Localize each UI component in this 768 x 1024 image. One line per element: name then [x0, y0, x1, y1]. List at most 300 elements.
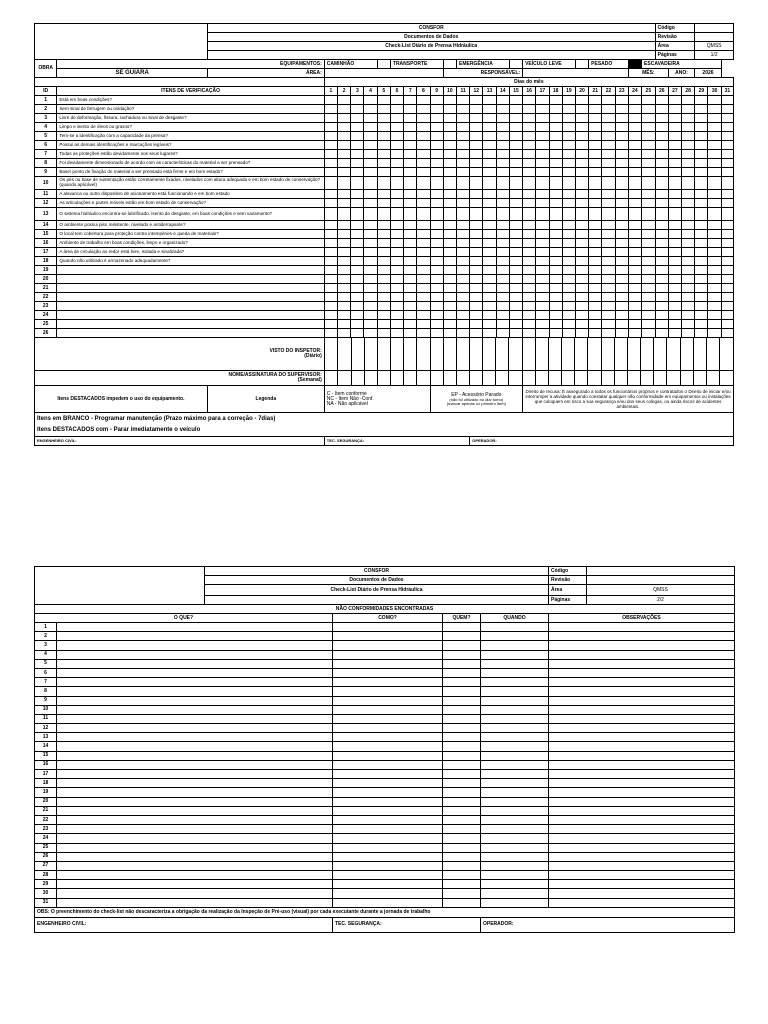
day-check-cell[interactable] — [562, 132, 575, 141]
day-check-cell[interactable] — [324, 141, 337, 150]
signature-day-cell[interactable] — [509, 371, 522, 385]
day-check-cell[interactable] — [536, 199, 549, 208]
day-check-cell[interactable] — [443, 221, 456, 230]
day-check-cell[interactable] — [721, 190, 733, 199]
day-check-cell[interactable] — [708, 248, 721, 257]
nc-obs-cell[interactable] — [549, 843, 735, 852]
day-check-cell[interactable] — [470, 96, 483, 105]
nc-quem-cell[interactable] — [443, 705, 481, 714]
day-check-cell[interactable] — [655, 320, 668, 329]
area-field[interactable] — [324, 69, 443, 78]
day-check-cell[interactable] — [682, 221, 695, 230]
day-check-cell[interactable] — [523, 190, 536, 199]
day-check-cell[interactable] — [509, 114, 522, 123]
day-check-cell[interactable] — [575, 311, 588, 320]
day-check-cell[interactable] — [668, 190, 681, 199]
day-check-cell[interactable] — [470, 105, 483, 114]
day-check-cell[interactable] — [589, 221, 602, 230]
day-check-cell[interactable] — [695, 329, 708, 338]
day-check-cell[interactable] — [417, 311, 430, 320]
day-check-cell[interactable] — [695, 177, 708, 190]
day-check-cell[interactable] — [338, 150, 351, 159]
day-check-cell[interactable] — [338, 284, 351, 293]
day-check-cell[interactable] — [615, 132, 628, 141]
day-check-cell[interactable] — [351, 199, 364, 208]
day-check-cell[interactable] — [417, 284, 430, 293]
day-check-cell[interactable] — [655, 311, 668, 320]
day-check-cell[interactable] — [655, 302, 668, 311]
day-check-cell[interactable] — [509, 293, 522, 302]
nc-como-cell[interactable] — [333, 724, 443, 733]
nc-como-cell[interactable] — [333, 751, 443, 760]
day-check-cell[interactable] — [708, 105, 721, 114]
day-check-cell[interactable] — [443, 275, 456, 284]
day-check-cell[interactable] — [483, 168, 496, 177]
day-check-cell[interactable] — [377, 150, 390, 159]
day-check-cell[interactable] — [628, 329, 641, 338]
day-check-cell[interactable] — [324, 123, 337, 132]
day-check-cell[interactable] — [443, 302, 456, 311]
day-check-cell[interactable] — [496, 293, 509, 302]
day-check-cell[interactable] — [575, 159, 588, 168]
signature-day-cell[interactable] — [364, 338, 377, 370]
signature-day-cell[interactable] — [325, 338, 338, 370]
nc-obs-cell[interactable] — [549, 623, 735, 632]
day-check-cell[interactable] — [324, 311, 337, 320]
nc-quem-cell[interactable] — [443, 852, 481, 861]
day-check-cell[interactable] — [682, 320, 695, 329]
day-check-cell[interactable] — [483, 159, 496, 168]
day-check-cell[interactable] — [404, 199, 417, 208]
day-check-cell[interactable] — [575, 96, 588, 105]
day-check-cell[interactable] — [456, 311, 469, 320]
day-check-cell[interactable] — [642, 329, 656, 338]
day-check-cell[interactable] — [456, 230, 469, 239]
day-check-cell[interactable] — [377, 159, 390, 168]
day-check-cell[interactable] — [682, 199, 695, 208]
day-check-cell[interactable] — [589, 248, 602, 257]
day-check-cell[interactable] — [324, 159, 337, 168]
day-check-cell[interactable] — [562, 302, 575, 311]
signature-day-cell[interactable] — [548, 338, 561, 370]
day-check-cell[interactable] — [615, 177, 628, 190]
day-check-cell[interactable] — [390, 105, 403, 114]
nc-quando-cell[interactable] — [481, 641, 549, 650]
day-check-cell[interactable] — [456, 275, 469, 284]
day-check-cell[interactable] — [721, 302, 733, 311]
nc-obs-cell[interactable] — [549, 724, 735, 733]
day-check-cell[interactable] — [721, 257, 733, 266]
day-check-cell[interactable] — [682, 177, 695, 190]
day-check-cell[interactable] — [483, 239, 496, 248]
day-check-cell[interactable] — [682, 208, 695, 221]
day-check-cell[interactable] — [602, 114, 615, 123]
signature-day-cell[interactable] — [522, 371, 535, 385]
day-check-cell[interactable] — [390, 96, 403, 105]
day-check-cell[interactable] — [562, 150, 575, 159]
nc-como-cell[interactable] — [333, 714, 443, 723]
day-check-cell[interactable] — [364, 141, 377, 150]
day-check-cell[interactable] — [338, 132, 351, 141]
day-check-cell[interactable] — [509, 105, 522, 114]
nc-quem-cell[interactable] — [443, 724, 481, 733]
day-check-cell[interactable] — [615, 311, 628, 320]
day-check-cell[interactable] — [364, 239, 377, 248]
day-check-cell[interactable] — [496, 275, 509, 284]
nc-quando-cell[interactable] — [481, 678, 549, 687]
day-check-cell[interactable] — [642, 284, 656, 293]
nc-obs-cell[interactable] — [549, 834, 735, 843]
day-check-cell[interactable] — [708, 159, 721, 168]
nc-quem-cell[interactable] — [443, 668, 481, 677]
day-check-cell[interactable] — [351, 266, 364, 275]
nc-obs-cell[interactable] — [549, 714, 735, 723]
nc-oque-cell[interactable] — [57, 696, 333, 705]
day-check-cell[interactable] — [496, 199, 509, 208]
day-check-cell[interactable] — [404, 221, 417, 230]
signature-day-cell[interactable] — [338, 371, 351, 385]
day-check-cell[interactable] — [708, 266, 721, 275]
day-check-cell[interactable] — [575, 150, 588, 159]
day-check-cell[interactable] — [549, 150, 562, 159]
day-check-cell[interactable] — [695, 114, 708, 123]
signature-day-cell[interactable] — [496, 371, 509, 385]
signature-day-cell[interactable] — [719, 338, 733, 370]
day-check-cell[interactable] — [509, 257, 522, 266]
day-check-cell[interactable] — [628, 123, 641, 132]
day-check-cell[interactable] — [377, 123, 390, 132]
day-check-cell[interactable] — [443, 159, 456, 168]
day-check-cell[interactable] — [655, 105, 668, 114]
nc-oque-cell[interactable] — [57, 687, 333, 696]
day-check-cell[interactable] — [668, 311, 681, 320]
day-check-cell[interactable] — [628, 150, 641, 159]
day-check-cell[interactable] — [602, 123, 615, 132]
day-check-cell[interactable] — [390, 293, 403, 302]
day-check-cell[interactable] — [390, 208, 403, 221]
day-check-cell[interactable] — [364, 199, 377, 208]
signature-day-cell[interactable] — [522, 338, 535, 370]
day-check-cell[interactable] — [390, 230, 403, 239]
day-check-cell[interactable] — [536, 105, 549, 114]
day-check-cell[interactable] — [682, 329, 695, 338]
signature-day-cell[interactable] — [588, 371, 601, 385]
day-check-cell[interactable] — [443, 329, 456, 338]
day-check-cell[interactable] — [589, 208, 602, 221]
signature-day-cell[interactable] — [654, 338, 667, 370]
day-check-cell[interactable] — [628, 302, 641, 311]
day-check-cell[interactable] — [483, 190, 496, 199]
day-check-cell[interactable] — [456, 168, 469, 177]
day-check-cell[interactable] — [417, 96, 430, 105]
day-check-cell[interactable] — [404, 150, 417, 159]
signature-day-cell[interactable] — [575, 338, 588, 370]
signature-day-cell[interactable] — [404, 338, 417, 370]
day-check-cell[interactable] — [351, 302, 364, 311]
day-check-cell[interactable] — [708, 114, 721, 123]
day-check-cell[interactable] — [682, 123, 695, 132]
pesado-check-filled[interactable] — [628, 60, 641, 69]
day-check-cell[interactable] — [377, 266, 390, 275]
day-check-cell[interactable] — [695, 230, 708, 239]
day-check-cell[interactable] — [443, 150, 456, 159]
day-check-cell[interactable] — [562, 105, 575, 114]
day-check-cell[interactable] — [430, 257, 443, 266]
nc-quando-cell[interactable] — [481, 852, 549, 861]
day-check-cell[interactable] — [509, 248, 522, 257]
day-check-cell[interactable] — [668, 284, 681, 293]
day-check-cell[interactable] — [602, 302, 615, 311]
day-check-cell[interactable] — [655, 150, 668, 159]
day-check-cell[interactable] — [615, 320, 628, 329]
nc-quem-cell[interactable] — [443, 678, 481, 687]
day-check-cell[interactable] — [695, 105, 708, 114]
day-check-cell[interactable] — [575, 123, 588, 132]
day-check-cell[interactable] — [708, 168, 721, 177]
day-check-cell[interactable] — [351, 221, 364, 230]
day-check-cell[interactable] — [615, 239, 628, 248]
day-check-cell[interactable] — [483, 230, 496, 239]
signature-day-cell[interactable] — [417, 371, 430, 385]
day-check-cell[interactable] — [536, 123, 549, 132]
day-check-cell[interactable] — [642, 275, 656, 284]
nc-oque-cell[interactable] — [57, 788, 333, 797]
day-check-cell[interactable] — [549, 302, 562, 311]
day-check-cell[interactable] — [456, 221, 469, 230]
day-check-cell[interactable] — [695, 168, 708, 177]
day-check-cell[interactable] — [642, 105, 656, 114]
day-check-cell[interactable] — [589, 132, 602, 141]
nc-quem-cell[interactable] — [443, 871, 481, 880]
day-check-cell[interactable] — [642, 293, 656, 302]
day-check-cell[interactable] — [417, 168, 430, 177]
day-check-cell[interactable] — [682, 168, 695, 177]
day-check-cell[interactable] — [668, 177, 681, 190]
day-check-cell[interactable] — [642, 159, 656, 168]
day-check-cell[interactable] — [496, 257, 509, 266]
day-check-cell[interactable] — [509, 177, 522, 190]
day-check-cell[interactable] — [509, 239, 522, 248]
day-check-cell[interactable] — [575, 208, 588, 221]
day-check-cell[interactable] — [338, 302, 351, 311]
day-check-cell[interactable] — [721, 275, 733, 284]
day-check-cell[interactable] — [562, 199, 575, 208]
day-check-cell[interactable] — [456, 150, 469, 159]
day-check-cell[interactable] — [562, 190, 575, 199]
day-check-cell[interactable] — [496, 123, 509, 132]
nc-como-cell[interactable] — [333, 705, 443, 714]
day-check-cell[interactable] — [377, 96, 390, 105]
signature-day-cell[interactable] — [364, 371, 377, 385]
day-check-cell[interactable] — [351, 150, 364, 159]
equip-transporte[interactable]: TRANSPORTE — [390, 60, 443, 69]
day-check-cell[interactable] — [668, 132, 681, 141]
day-check-cell[interactable] — [549, 329, 562, 338]
nc-oque-cell[interactable] — [57, 659, 333, 668]
day-check-cell[interactable] — [602, 329, 615, 338]
day-check-cell[interactable] — [430, 248, 443, 257]
day-check-cell[interactable] — [390, 248, 403, 257]
day-check-cell[interactable] — [351, 293, 364, 302]
day-check-cell[interactable] — [470, 221, 483, 230]
day-check-cell[interactable] — [562, 141, 575, 150]
day-check-cell[interactable] — [430, 329, 443, 338]
day-check-cell[interactable] — [456, 302, 469, 311]
signature-day-cell[interactable] — [667, 338, 680, 370]
day-check-cell[interactable] — [483, 123, 496, 132]
day-check-cell[interactable] — [615, 208, 628, 221]
day-check-cell[interactable] — [443, 177, 456, 190]
day-check-cell[interactable] — [575, 284, 588, 293]
day-check-cell[interactable] — [377, 168, 390, 177]
nc-obs-cell[interactable] — [549, 742, 735, 751]
day-check-cell[interactable] — [496, 141, 509, 150]
signature-day-cell[interactable] — [719, 371, 733, 385]
nc-quem-cell[interactable] — [443, 641, 481, 650]
day-check-cell[interactable] — [668, 320, 681, 329]
nc-oque-cell[interactable] — [57, 650, 333, 659]
day-check-cell[interactable] — [470, 150, 483, 159]
day-check-cell[interactable] — [470, 311, 483, 320]
nc-obs-cell[interactable] — [549, 668, 735, 677]
day-check-cell[interactable] — [338, 114, 351, 123]
day-check-cell[interactable] — [443, 141, 456, 150]
day-check-cell[interactable] — [523, 199, 536, 208]
nc-quem-cell[interactable] — [443, 834, 481, 843]
nc-como-cell[interactable] — [333, 852, 443, 861]
signature-day-cell[interactable] — [654, 371, 667, 385]
day-check-cell[interactable] — [324, 199, 337, 208]
day-check-cell[interactable] — [575, 221, 588, 230]
day-check-cell[interactable] — [404, 275, 417, 284]
signature-day-cell[interactable] — [404, 371, 417, 385]
day-check-cell[interactable] — [324, 221, 337, 230]
nc-como-cell[interactable] — [333, 815, 443, 824]
day-check-cell[interactable] — [695, 141, 708, 150]
day-check-cell[interactable] — [682, 132, 695, 141]
day-check-cell[interactable] — [364, 190, 377, 199]
day-check-cell[interactable] — [668, 105, 681, 114]
day-check-cell[interactable] — [642, 239, 656, 248]
day-check-cell[interactable] — [602, 230, 615, 239]
day-check-cell[interactable] — [721, 284, 733, 293]
nc-oque-cell[interactable] — [57, 668, 333, 677]
day-check-cell[interactable] — [602, 248, 615, 257]
day-check-cell[interactable] — [668, 208, 681, 221]
day-check-cell[interactable] — [642, 199, 656, 208]
day-check-cell[interactable] — [470, 293, 483, 302]
day-check-cell[interactable] — [377, 141, 390, 150]
day-check-cell[interactable] — [338, 208, 351, 221]
day-check-cell[interactable] — [430, 177, 443, 190]
nc-oque-cell[interactable] — [57, 861, 333, 870]
nc-oque-cell[interactable] — [57, 834, 333, 843]
day-check-cell[interactable] — [430, 230, 443, 239]
nc-oque-cell[interactable] — [57, 797, 333, 806]
day-check-cell[interactable] — [364, 221, 377, 230]
day-check-cell[interactable] — [324, 132, 337, 141]
signature-day-cell[interactable] — [680, 338, 693, 370]
nc-oque-cell[interactable] — [57, 705, 333, 714]
signature-day-cell[interactable] — [548, 371, 561, 385]
revisao-value[interactable] — [695, 33, 734, 42]
day-check-cell[interactable] — [338, 105, 351, 114]
day-check-cell[interactable] — [324, 239, 337, 248]
day-check-cell[interactable] — [338, 141, 351, 150]
day-check-cell[interactable] — [364, 105, 377, 114]
day-check-cell[interactable] — [404, 132, 417, 141]
day-check-cell[interactable] — [615, 159, 628, 168]
day-check-cell[interactable] — [430, 311, 443, 320]
signature-day-cell[interactable] — [588, 338, 601, 370]
day-check-cell[interactable] — [390, 266, 403, 275]
day-check-cell[interactable] — [668, 221, 681, 230]
day-check-cell[interactable] — [390, 114, 403, 123]
day-check-cell[interactable] — [655, 123, 668, 132]
day-check-cell[interactable] — [628, 293, 641, 302]
day-check-cell[interactable] — [655, 190, 668, 199]
signature-day-cell[interactable] — [456, 371, 469, 385]
day-check-cell[interactable] — [338, 177, 351, 190]
day-check-cell[interactable] — [338, 239, 351, 248]
day-check-cell[interactable] — [404, 96, 417, 105]
day-check-cell[interactable] — [628, 320, 641, 329]
day-check-cell[interactable] — [589, 302, 602, 311]
day-check-cell[interactable] — [562, 320, 575, 329]
day-check-cell[interactable] — [589, 239, 602, 248]
day-check-cell[interactable] — [562, 208, 575, 221]
day-check-cell[interactable] — [695, 150, 708, 159]
day-check-cell[interactable] — [338, 329, 351, 338]
nc-oque-cell[interactable] — [57, 806, 333, 815]
day-check-cell[interactable] — [523, 208, 536, 221]
day-check-cell[interactable] — [549, 123, 562, 132]
day-check-cell[interactable] — [589, 284, 602, 293]
day-check-cell[interactable] — [483, 266, 496, 275]
signature-day-cell[interactable] — [641, 338, 654, 370]
day-check-cell[interactable] — [430, 105, 443, 114]
day-check-cell[interactable] — [721, 114, 733, 123]
nc-quem-cell[interactable] — [443, 714, 481, 723]
nc-como-cell[interactable] — [333, 834, 443, 843]
day-check-cell[interactable] — [655, 257, 668, 266]
nc-obs-cell[interactable] — [549, 733, 735, 742]
day-check-cell[interactable] — [549, 190, 562, 199]
day-check-cell[interactable] — [708, 302, 721, 311]
day-check-cell[interactable] — [404, 159, 417, 168]
day-check-cell[interactable] — [708, 230, 721, 239]
day-check-cell[interactable] — [417, 159, 430, 168]
day-check-cell[interactable] — [721, 329, 733, 338]
nc-como-cell[interactable] — [333, 641, 443, 650]
day-check-cell[interactable] — [549, 248, 562, 257]
day-check-cell[interactable] — [443, 266, 456, 275]
day-check-cell[interactable] — [523, 123, 536, 132]
day-check-cell[interactable] — [364, 123, 377, 132]
nc-quem-cell[interactable] — [443, 815, 481, 824]
day-check-cell[interactable] — [351, 96, 364, 105]
day-check-cell[interactable] — [536, 208, 549, 221]
day-check-cell[interactable] — [721, 150, 733, 159]
day-check-cell[interactable] — [668, 123, 681, 132]
day-check-cell[interactable] — [509, 266, 522, 275]
day-check-cell[interactable] — [708, 150, 721, 159]
signature-day-cell[interactable] — [667, 371, 680, 385]
day-check-cell[interactable] — [404, 266, 417, 275]
day-check-cell[interactable] — [417, 132, 430, 141]
day-check-cell[interactable] — [483, 329, 496, 338]
nc-quando-cell[interactable] — [481, 843, 549, 852]
